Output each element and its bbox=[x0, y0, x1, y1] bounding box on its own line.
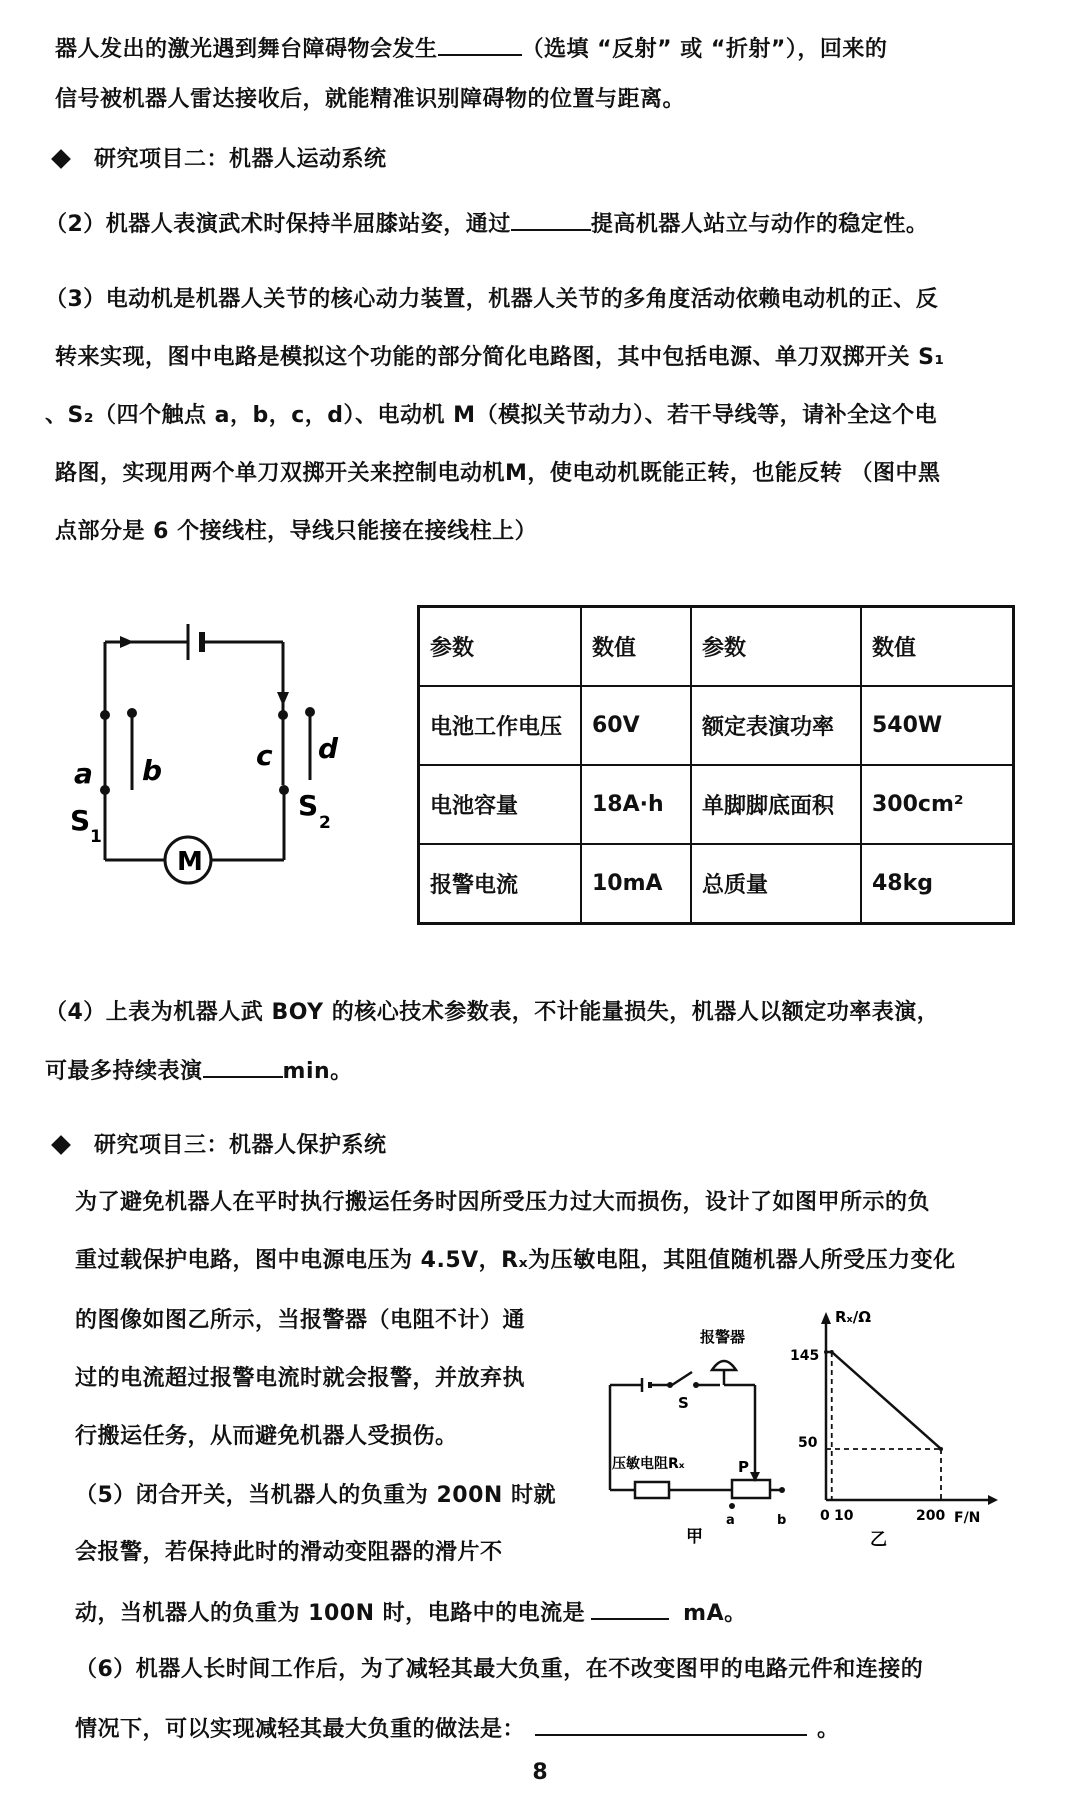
label-s1-sub: 1 bbox=[90, 827, 102, 847]
q6-text-a: 情况下，可以实现减轻其最大负重的做法是： bbox=[75, 1717, 526, 1742]
label-motor: M bbox=[177, 847, 203, 877]
project3-line: 行搬运任务，从而避免机器人受损伤。 bbox=[75, 1424, 458, 1449]
q5-text-b: mA。 bbox=[683, 1601, 747, 1626]
project3-line: 重过载保护电路，图中电源电压为 4.5V，Rₓ为压敏电阻，其阻值随机器人所受压力变化 bbox=[75, 1248, 956, 1273]
terminal-dot bbox=[279, 785, 289, 795]
label-b: b bbox=[142, 754, 163, 787]
q6-text-b: 。 bbox=[817, 1717, 840, 1742]
label-c: c bbox=[256, 739, 273, 772]
q5-line: 会报警，若保持此时的滑动变阻器的滑片不 bbox=[75, 1540, 503, 1565]
current-arrow-icon bbox=[120, 636, 134, 648]
table-cell: 60V bbox=[581, 686, 691, 765]
q6-line-1: （6）机器人长时间工作后，为了减轻其最大负重，在不改变图甲的电路元件和连接的 bbox=[75, 1657, 924, 1682]
project3-line: 的图像如图乙所示，当报警器（电阻不计）通 bbox=[75, 1308, 526, 1333]
data-point bbox=[939, 1447, 943, 1451]
slider-label: P bbox=[738, 1458, 749, 1476]
alarm-label: 报警器 bbox=[700, 1328, 746, 1346]
answer-blank-reflect[interactable] bbox=[438, 30, 522, 56]
terminal-dot bbox=[127, 708, 137, 718]
intro-text-a: 器人发出的激光遇到舞台障碍物会发生 bbox=[55, 37, 438, 62]
origin-label: 0 bbox=[820, 1508, 830, 1524]
q3-line: 转来实现，图中电路是模拟这个功能的部分简化电路图，其中包括电源、单刀双掷开关 S₁ bbox=[55, 345, 945, 370]
switch-terminal bbox=[667, 1382, 673, 1388]
q3-line: 路图，实现用两个单刀双掷开关来控制电动机M，使电动机既能正转，也能反转 （图中黑 bbox=[55, 461, 941, 486]
terminal-dot bbox=[305, 707, 315, 717]
intro-line-1 bbox=[55, 30, 1035, 68]
figure-caption-yi: 乙 bbox=[870, 1530, 887, 1550]
table-cell: 总质量 bbox=[691, 844, 861, 924]
data-point bbox=[830, 1350, 834, 1354]
parameter-table bbox=[417, 605, 1015, 925]
arrow-down-icon bbox=[277, 692, 289, 706]
project3-heading-text: 研究项目三：机器人保护系统 bbox=[94, 1133, 387, 1158]
y-tick-label: 145 bbox=[790, 1348, 820, 1364]
project3-heading bbox=[48, 1128, 1028, 1164]
q4-line-2 bbox=[45, 1052, 1025, 1090]
answer-blank-q5[interactable] bbox=[591, 1594, 669, 1620]
resistance-force-graph bbox=[790, 1300, 1000, 1550]
table-cell: 540W bbox=[861, 686, 1014, 765]
switch-blade bbox=[672, 1372, 692, 1385]
answer-blank-q4[interactable] bbox=[203, 1052, 283, 1078]
q4-text-b: min。 bbox=[282, 1059, 353, 1084]
q5-text-a: 动，当机器人的负重为 100N 时，电路中的电流是 bbox=[75, 1601, 586, 1626]
x-tick-label: 200 bbox=[916, 1508, 946, 1524]
motor-circuit-diagram bbox=[70, 620, 370, 900]
overload-protection-circuit bbox=[600, 1320, 800, 1550]
answer-blank-q6[interactable] bbox=[535, 1710, 807, 1736]
q2-text-a: （2）机器人表演武术时保持半屈膝站姿，通过 bbox=[45, 212, 511, 237]
table-header-cell: 参数 bbox=[691, 607, 861, 687]
sliding-rheostat bbox=[732, 1480, 770, 1498]
q3-line: 、S₂（四个触点 a，b，c，d）、电动机 M（模拟关节动力）、若干导线等，请补全这个电 bbox=[45, 403, 938, 428]
table-header-cell: 数值 bbox=[861, 607, 1014, 687]
intro-line-2: 信号被机器人雷达接收后，就能精准识别障碍物的位置与距离。 bbox=[55, 87, 686, 112]
table-row bbox=[419, 686, 1014, 765]
q6-line-2 bbox=[75, 1710, 1055, 1748]
intro-text-b: （选填 “反射” 或 “折射”），回来的 bbox=[521, 37, 888, 62]
table-cell: 电池工作电压 bbox=[419, 686, 582, 765]
resistor-label: 压敏电阻Rₓ bbox=[612, 1456, 685, 1472]
q3-line: 点部分是 6 个接线柱，导线只能接在接线柱上） bbox=[55, 519, 538, 544]
project3-line: 为了避免机器人在平时执行搬运任务时因所受压力过大而损伤，设计了如图甲所示的负 bbox=[75, 1190, 931, 1215]
terminal-b bbox=[779, 1487, 785, 1493]
table-row bbox=[419, 765, 1014, 844]
table-header-cell: 数值 bbox=[581, 607, 691, 687]
table-cell: 报警电流 bbox=[419, 844, 582, 924]
page-number: 8 bbox=[532, 1760, 548, 1785]
table-cell: 电池容量 bbox=[419, 765, 582, 844]
terminal-dot bbox=[100, 710, 110, 720]
table-cell: 48kg bbox=[861, 844, 1014, 924]
terminal-dot bbox=[100, 785, 110, 795]
x-axis-arrow-icon bbox=[988, 1495, 998, 1505]
terminal-dot bbox=[278, 710, 288, 720]
table-cell: 18A·h bbox=[581, 765, 691, 844]
figure-caption-jia: 甲 bbox=[686, 1527, 703, 1547]
series-line bbox=[826, 1352, 941, 1449]
table-header-cell: 参数 bbox=[419, 607, 582, 687]
terminal-a bbox=[729, 1503, 735, 1509]
project2-heading-text: 研究项目二：机器人运动系统 bbox=[94, 147, 387, 172]
x-tick-label: 10 bbox=[834, 1508, 854, 1524]
project2-heading bbox=[48, 142, 1028, 178]
alarm-bell-icon bbox=[712, 1361, 736, 1370]
table-cell: 额定表演功率 bbox=[691, 686, 861, 765]
answer-blank-q2[interactable] bbox=[511, 205, 591, 231]
table-cell: 300cm² bbox=[861, 765, 1014, 844]
diamond-bullet-icon bbox=[51, 149, 71, 169]
label-a: a bbox=[74, 757, 93, 790]
question-2 bbox=[45, 205, 1025, 243]
q5-last-line bbox=[75, 1594, 1055, 1632]
diamond-bullet-icon bbox=[51, 1135, 71, 1155]
table-header-row bbox=[419, 607, 1014, 687]
switch-label: S bbox=[678, 1394, 689, 1412]
end-a-label: a bbox=[726, 1513, 735, 1528]
data-point bbox=[824, 1350, 828, 1354]
project3-line: 过的电流超过报警电流时就会报警，并放弃执 bbox=[75, 1366, 526, 1391]
end-b-label: b bbox=[777, 1513, 787, 1528]
q2-text-b: 提高机器人站立与动作的稳定性。 bbox=[590, 212, 929, 237]
pressure-resistor bbox=[635, 1482, 669, 1498]
q4-line-1: （4）上表为机器人武 BOY 的核心技术参数表，不计能量损失，机器人以额定功率表演， bbox=[45, 1000, 940, 1025]
y-axis-arrow-icon bbox=[821, 1312, 831, 1324]
q5-line: （5）闭合开关，当机器人的负重为 200N 时就 bbox=[75, 1483, 556, 1508]
y-axis-label: Rₓ/Ω bbox=[835, 1308, 871, 1326]
table-row bbox=[419, 844, 1014, 924]
table-cell: 10mA bbox=[581, 844, 691, 924]
x-axis-label: F/N bbox=[954, 1510, 981, 1526]
y-tick-label: 50 bbox=[798, 1435, 818, 1451]
label-d: d bbox=[318, 732, 339, 765]
table-cell: 单脚脚底面积 bbox=[691, 765, 861, 844]
switch-terminal bbox=[693, 1382, 699, 1388]
q3-line: （3）电动机是机器人关节的核心动力装置，机器人关节的多角度活动依赖电动机的正、反 bbox=[45, 287, 939, 312]
q4-text-a: 可最多持续表演 bbox=[45, 1059, 203, 1084]
label-s2: S bbox=[298, 789, 319, 822]
label-s2-sub: 2 bbox=[319, 813, 331, 833]
label-s1: S bbox=[70, 804, 91, 837]
